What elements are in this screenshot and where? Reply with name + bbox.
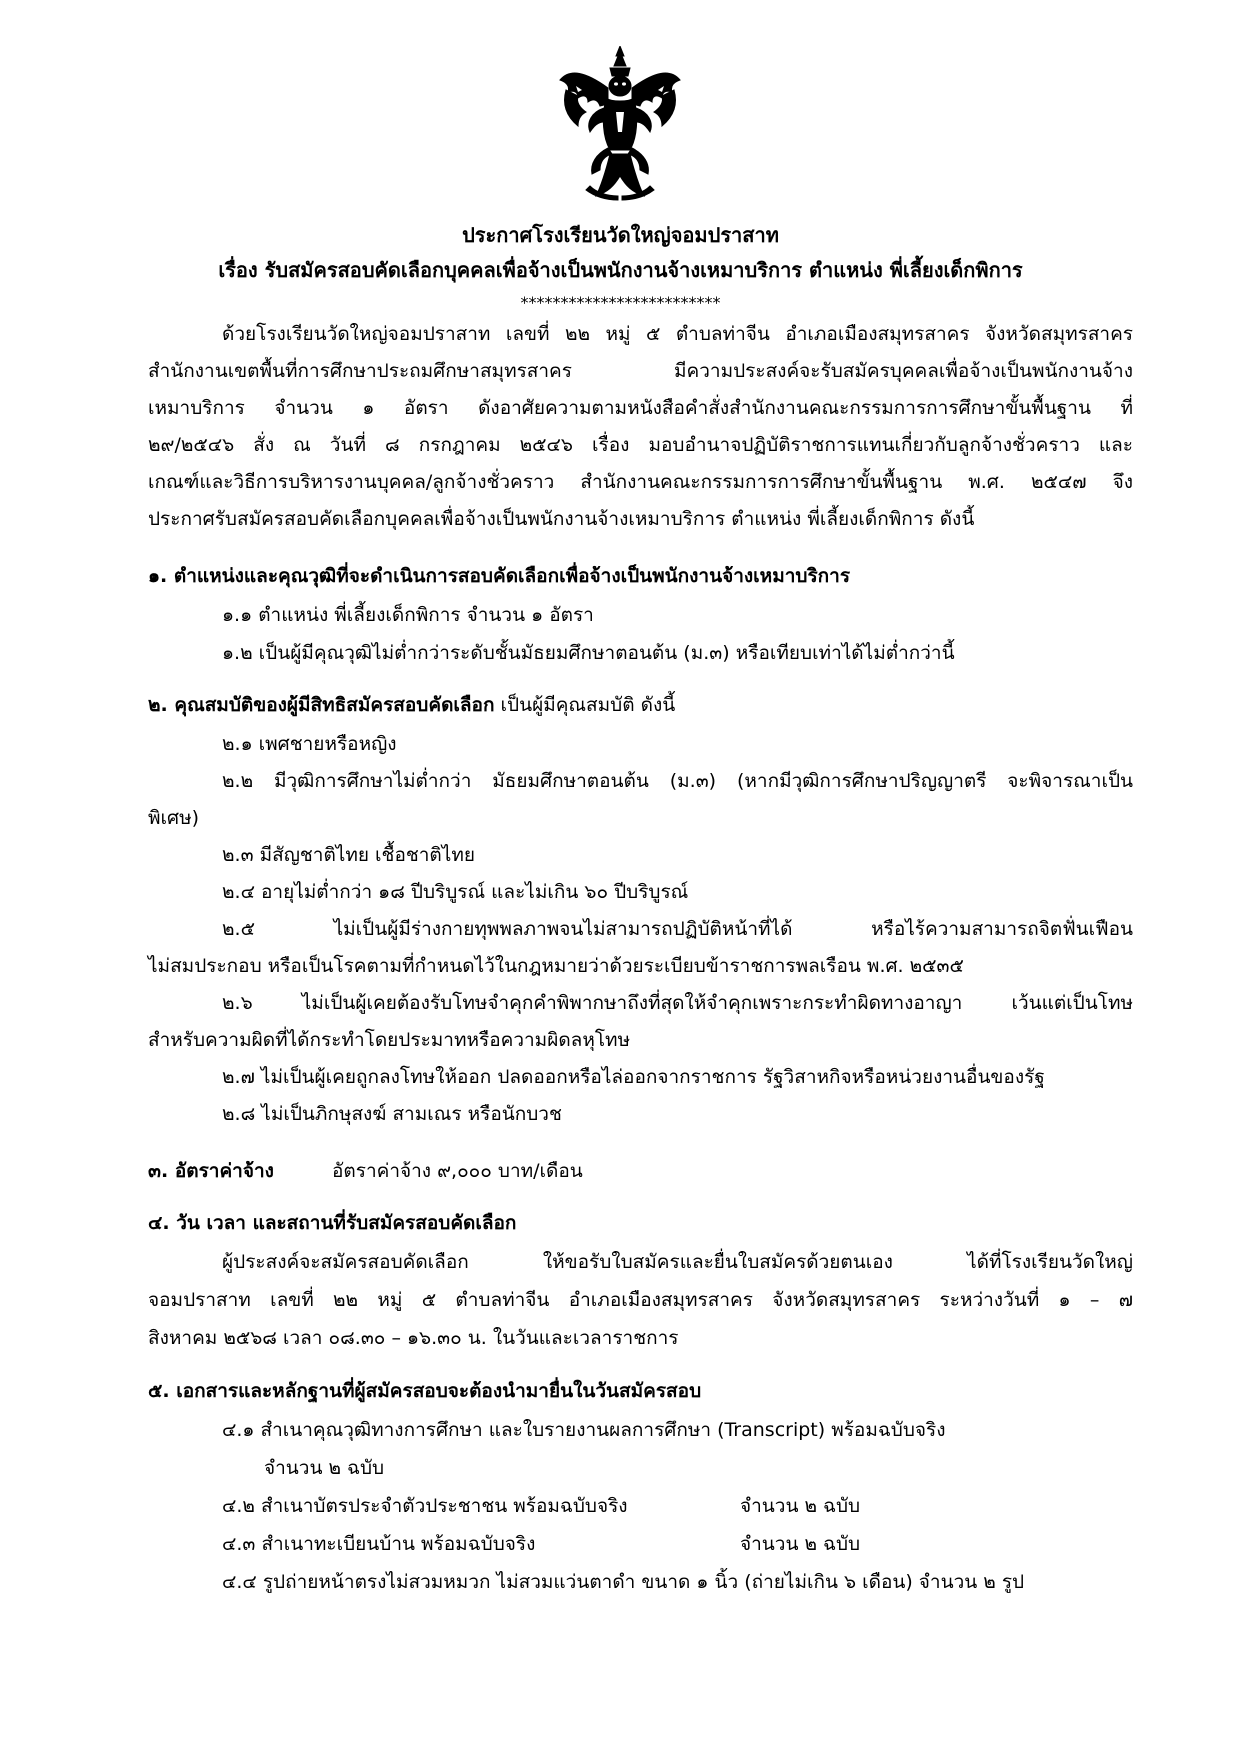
intro-line: เกณฑ์และวิธีการบริหารงานบุคคล/ลูกจ้างชั่วคราว สำนักงานคณะกรรมการการศึกษาขั้นพื้นฐาน พ.ศ. ๒๕๔๗ จึง	[148, 471, 1133, 493]
section-2-heading-rest: เป็นผู้มีคุณสมบัติ ดังนี้	[494, 694, 676, 716]
section-1-item: ๑.๑ ตำแหน่ง พี่เลี้ยงเด็กพิการ จำนวน ๑ อัตรา	[222, 604, 594, 626]
section-2-item-cont: สำหรับความผิดที่ได้กระทำโดยประมาทหรือความผิดลหุโทษ	[148, 1029, 631, 1051]
document-item-quantity: จำนวน ๒ ฉบับ	[264, 1457, 385, 1479]
section-4-heading: ๔. วัน เวลา และสถานที่รับสมัครสอบคัดเลือก	[148, 1212, 517, 1234]
section-2-item: ๒.๕ ไม่เป็นผู้มีร่างกายทุพพลภาพจนไม่สามารถปฏิบัติหน้าที่ได้ หรือไร้ความสามารถจิตฟั่นเฟือน	[222, 918, 1133, 940]
intro-line: ด้วยโรงเรียนวัดใหญ่จอมปราสาท เลขที่ ๒๒ หมู่ ๕ ตำบลท่าจีน อำเภอเมืองสมุทรสาคร จังหวัดสมุทรสาคร	[222, 323, 1133, 345]
document-item-quantity: จำนวน ๒ ฉบับ	[740, 1495, 861, 1517]
intro-line: เหมาบริการ จำนวน ๑ อัตรา ดังอาศัยความตามหนังสือคำสั่งสำนักงานคณะกรรมการการศึกษาขั้นพื้นฐาน ที่	[148, 397, 1133, 419]
section-2-heading-line	[148, 692, 675, 718]
document-item: ๔.๔ รูปถ่ายหน้าตรงไม่สวมหมวก ไม่สวมแว่นตาดำ ขนาด ๑ นิ้ว (ถ่ายไม่เกิน ๖ เดือน) จำนวน ๒ รูป	[222, 1571, 1025, 1593]
section-2-item: ๒.๑ เพศชายหรือหญิง	[222, 733, 397, 755]
intro-line: ประกาศรับสมัครสอบคัดเลือกบุคคลเพื่อจ้างเป็นพนักงานจ้างเหมาบริการ ตำแหน่ง พี่เลี้ยงเด็กพิการ ดังนี้	[148, 508, 975, 530]
section-2-item: ๒.๒ มีวุฒิการศึกษาไม่ต่ำกว่า มัธยมศึกษาตอนต้น (ม.๓) (หากมีวุฒิการศึกษาปริญญาตรี จะพิจารณาเป็น	[222, 770, 1133, 792]
section-1-heading: ๑. ตำแหน่งและคุณวุฒิที่จะดำเนินการสอบคัดเลือกเพื่อจ้างเป็นพนักงานจ้างเหมาบริการ	[148, 565, 851, 587]
section-2-item: ๒.๘ ไม่เป็นภิกษุสงฆ์ สามเณร หรือนักบวช	[222, 1103, 562, 1125]
section-2-heading: ๒. คุณสมบัติของผู้มีสิทธิสมัครสอบคัดเลือก	[148, 694, 495, 716]
section-4-line: สิงหาคม ๒๕๖๘ เวลา ๐๘.๓๐ – ๑๖.๓๐ น. ในวันและเวลาราชการ	[148, 1327, 679, 1349]
page-title: ประกาศโรงเรียนวัดใหญ่จอมปราสาท	[462, 223, 779, 247]
section-3-heading: ๓. อัตราค่าจ้าง	[148, 1160, 274, 1182]
section-4-line: จอมปราสาท เลขที่ ๒๒ หมู่ ๕ ตำบลท่าจีน อำเภอเมืองสมุทรสาคร จังหวัดสมุทรสาคร ระหว่างวันที่ ๑ – ๗	[148, 1289, 1133, 1311]
section-5-heading: ๕. เอกสารและหลักฐานที่ผู้สมัครสอบจะต้องนำมายื่นในวันสมัครสอบ	[148, 1380, 702, 1402]
section-2-item: ๒.๔ อายุไม่ต่ำกว่า ๑๘ ปีบริบูรณ์ และไม่เกิน ๖๐ ปีบริบูรณ์	[222, 881, 689, 903]
document-item: ๔.๓ สำเนาทะเบียนบ้าน พร้อมฉบับจริง	[222, 1533, 536, 1555]
section-1-item: ๑.๒ เป็นผู้มีคุณวุฒิไม่ต่ำกว่าระดับชั้นมัธยมศึกษาตอนต้น (ม.๓) หรือเทียบเท่าได้ไม่ต่ำกว่านี้	[222, 642, 955, 664]
announcement-subject: เรื่อง รับสมัครสอบคัดเลือกบุคคลเพื่อจ้างเป็นพนักงานจ้างเหมาบริการ ตำแหน่ง พี่เลี้ยงเด็กพิการ	[218, 258, 1023, 282]
section-2-item: ๒.๖ ไม่เป็นผู้เคยต้องรับโทษจำคุกคำพิพากษาถึงที่สุดให้จำคุกเพราะกระทำผิดทางอาญา เว้นแต่เป็นโทษ	[222, 992, 1133, 1014]
section-2-item-cont: พิเศษ)	[148, 807, 200, 829]
document-item-quantity: จำนวน ๒ ฉบับ	[740, 1533, 861, 1555]
section-2-item: ๒.๗ ไม่เป็นผู้เคยถูกลงโทษให้ออก ปลดออกหรือไล่ออกจากราชการ รัฐวิสาหกิจหรือหน่วยงานอื่นของรัฐ	[222, 1066, 1045, 1088]
wage-rate: อัตราค่าจ้าง ๙,๐๐๐ บาท/เดือน	[332, 1160, 583, 1182]
garuda-emblem-icon	[556, 46, 684, 202]
intro-line: ๒๙/๒๕๔๖ สั่ง ณ วันที่ ๘ กรกฎาคม ๒๕๔๖ เรื่อง มอบอำนาจปฏิบัติราชการแทนเกี่ยวกับลูกจ้างชั่วคราว และ	[148, 434, 1133, 456]
intro-line: สำนักงานเขตพื้นที่การศึกษาประถมศึกษาสมุทรสาคร มีความประสงค์จะรับสมัครบุคคลเพื่อจ้างเป็นพนักงานจ้าง	[148, 360, 1133, 382]
section-4-line: ผู้ประสงค์จะสมัครสอบคัดเลือก ให้ขอรับใบสมัครและยื่นใบสมัครด้วยตนเอง ได้ที่โรงเรียนวัดใหญ่	[222, 1251, 1133, 1273]
document-item: ๔.๑ สำเนาคุณวุฒิทางการศึกษา และใบรายงานผลการศึกษา (Transcript) พร้อมฉบับจริง	[222, 1419, 946, 1441]
section-2-item-cont: ไม่สมประกอบ หรือเป็นโรคตามที่กำหนดไว้ในกฎหมายว่าด้วยระเบียบข้าราชการพลเรือน พ.ศ. ๒๕๓๕	[148, 955, 964, 977]
section-2-item: ๒.๓ มีสัญชาติไทย เชื้อชาติไทย	[222, 844, 475, 866]
document-item: ๔.๒ สำเนาบัตรประจำตัวประชาชน พร้อมฉบับจริง	[222, 1495, 628, 1517]
title-divider-stars: *************************	[520, 293, 721, 312]
